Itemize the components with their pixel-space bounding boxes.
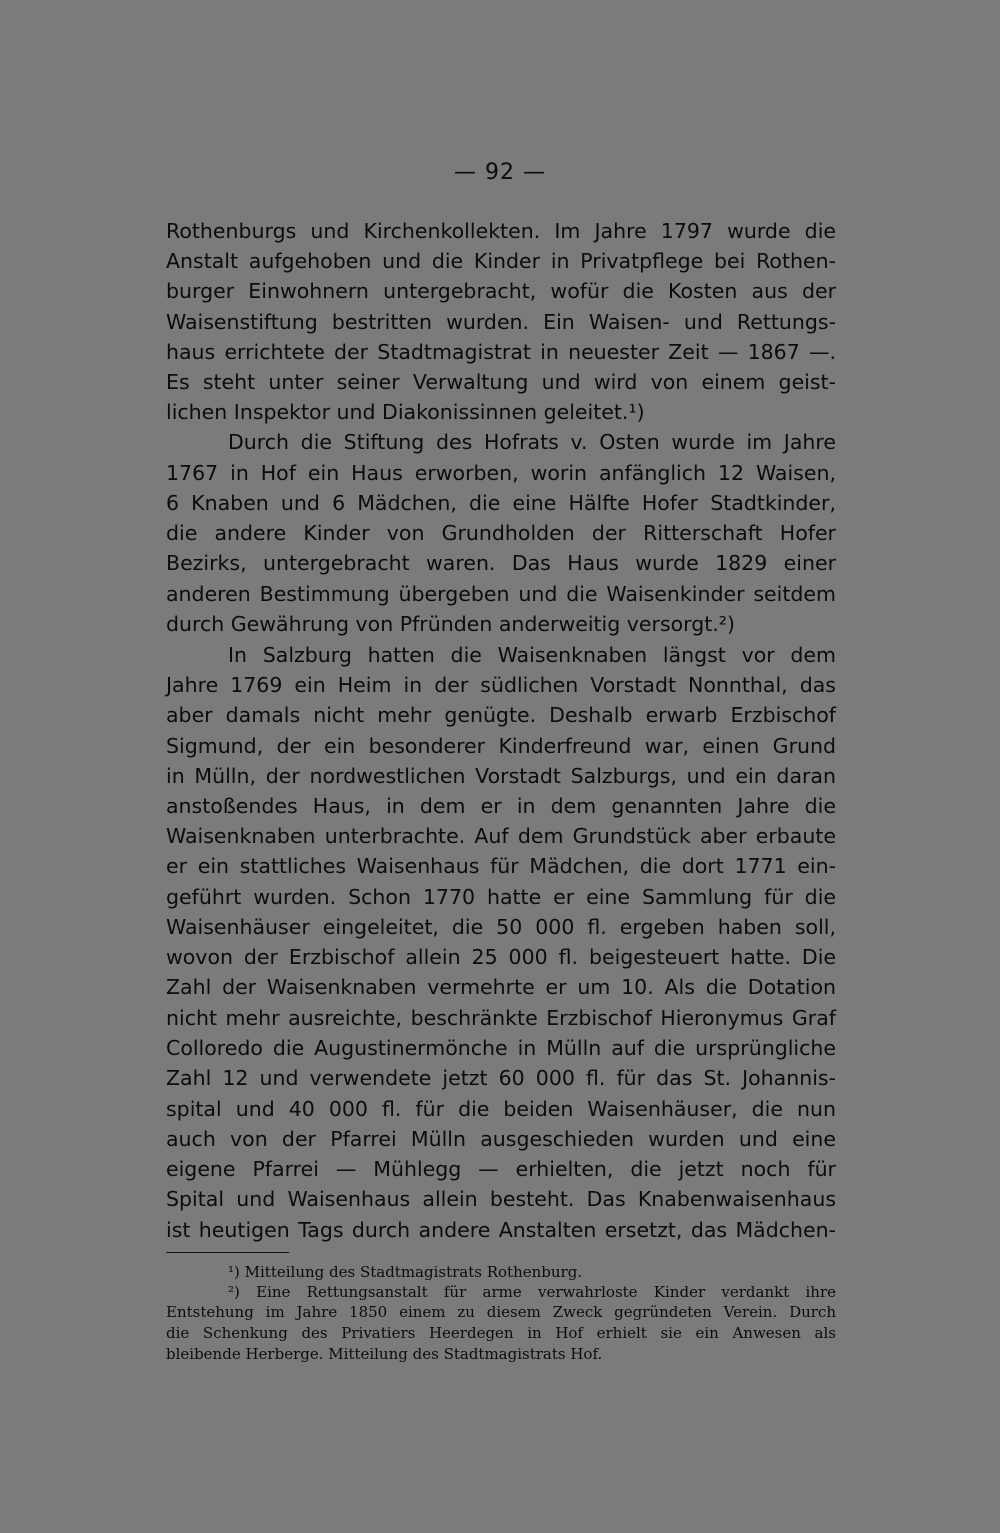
body-line: spital und 40 000 fl. für die beiden Waisenhäuser, die nun	[166, 1097, 836, 1121]
footnote-line: ²) Eine Rettungsanstalt für arme verwahrloste Kinder verdankt ihre	[228, 1283, 836, 1301]
body-line: Spital und Waisenhaus allein besteht. Das Knabenwaisenhaus	[166, 1187, 836, 1211]
body-line: die andere Kinder von Grundholden der Ritterschaft Hofer	[166, 521, 836, 545]
body-line: 6 Knaben und 6 Mädchen, die eine Hälfte Hofer Stadtkinder,	[166, 491, 836, 515]
page-number: — 92 —	[454, 160, 546, 185]
body-line: nicht mehr ausreichte, beschränkte Erzbischof Hieronymus Graf	[166, 1006, 836, 1030]
body-line: aber damals nicht mehr genügte. Deshalb erwarb Erzbischof	[166, 703, 836, 727]
body-line: burger Einwohnern untergebracht, wofür die Kosten aus der	[166, 279, 836, 303]
footnote-line: ¹) Mitteilung des Stadtmagistrats Rothenburg.	[228, 1263, 583, 1281]
body-line: in Mülln, der nordwestlichen Vorstadt Salzburgs, und ein daran	[166, 764, 836, 788]
body-line: Zahl der Waisenknaben vermehrte er um 10. Als die Dotation	[166, 975, 836, 999]
body-line: lichen Inspektor und Diakonissinnen geleitet.¹)	[166, 400, 645, 424]
body-line: Waisenstiftung bestritten wurden. Ein Waisen- und Rettungs-	[166, 310, 836, 334]
body-line: auch von der Pfarrei Mülln ausgeschieden wurden und eine	[166, 1127, 836, 1151]
body-line: In Salzburg hatten die Waisenknaben längst vor dem	[228, 643, 836, 667]
body-line: Es steht unter seiner Verwaltung und wird von einem geist-	[166, 370, 836, 394]
footnote-divider	[166, 1252, 289, 1253]
footnote-line: bleibende Herberge. Mitteilung des Stadtmagistrats Hof.	[166, 1345, 603, 1363]
body-line: eigene Pfarrei — Mühlegg — erhielten, die jetzt noch für	[166, 1157, 836, 1181]
body-line: anstoßendes Haus, in dem er in dem genannten Jahre die	[166, 794, 836, 818]
body-line: geführt wurden. Schon 1770 hatte er eine Sammlung für die	[166, 885, 836, 909]
body-line: Rothenburgs und Kirchenkollekten. Im Jahre 1797 wurde die	[166, 219, 836, 243]
body-line: Jahre 1769 ein Heim in der südlichen Vorstadt Nonnthal, das	[166, 673, 836, 697]
body-line: er ein stattliches Waisenhaus für Mädchen, die dort 1771 ein-	[166, 854, 836, 878]
footnote-line: die Schenkung des Privatiers Heerdegen in Hof erhielt sie ein Anwesen als	[166, 1324, 836, 1342]
body-line: anderen Bestimmung übergeben und die Waisenkinder seitdem	[166, 582, 836, 606]
body-line: Zahl 12 und verwendete jetzt 60 000 fl. für das St. Johannis-	[166, 1066, 836, 1090]
body-line: Sigmund, der ein besonderer Kinderfreund war, einen Grund	[166, 734, 836, 758]
body-line: Bezirks, untergebracht waren. Das Haus wurde 1829 einer	[166, 551, 836, 575]
body-line: 1767 in Hof ein Haus erworben, worin anfänglich 12 Waisen,	[166, 461, 836, 485]
body-line: ist heutigen Tags durch andere Anstalten ersetzt, das Mädchen-	[166, 1218, 836, 1242]
body-line: Colloredo die Augustinermönche in Mülln auf die ursprüngliche	[166, 1036, 836, 1060]
body-line: haus errichtete der Stadtmagistrat in neuester Zeit — 1867 —.	[166, 340, 836, 364]
body-line: durch Gewährung von Pfründen anderweitig versorgt.²)	[166, 612, 736, 636]
footnote-line: Entstehung im Jahre 1850 einem zu diesem Zweck gegründeten Verein. Durch	[166, 1303, 836, 1321]
body-line: Waisenhäuser eingeleitet, die 50 000 fl. ergeben haben soll,	[166, 915, 836, 939]
body-line: Waisenknaben unterbrachte. Auf dem Grundstück aber erbaute	[166, 824, 836, 848]
body-line: Durch die Stiftung des Hofrats v. Osten wurde im Jahre	[228, 430, 836, 454]
body-line: Anstalt aufgehoben und die Kinder in Privatpflege bei Rothen-	[166, 249, 836, 273]
body-line: wovon der Erzbischof allein 25 000 fl. beigesteuert hatte. Die	[166, 945, 836, 969]
